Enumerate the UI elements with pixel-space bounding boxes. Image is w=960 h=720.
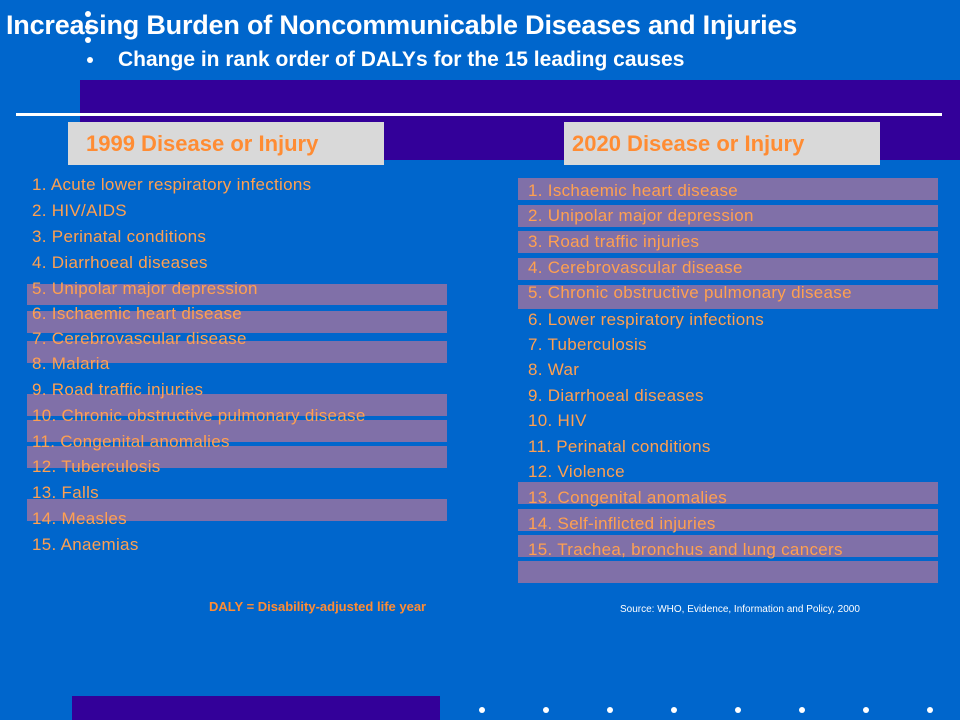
- list-item: 4. Cerebrovascular disease: [528, 258, 743, 277]
- decor-dot: [735, 707, 741, 713]
- source-note: Source: WHO, Evidence, Information and Policy, 2000: [620, 604, 860, 615]
- decor-dot: [799, 707, 805, 713]
- list-item: 1. Ischaemic heart disease: [528, 181, 739, 200]
- bottom-decor-band: [72, 696, 440, 720]
- decor-dot: [927, 707, 933, 713]
- list-item: 11. Perinatal conditions: [528, 437, 711, 456]
- title-divider: [16, 113, 942, 116]
- list-item: 7. Tuberculosis: [528, 335, 647, 354]
- list-item: 1. Acute lower respiratory infections: [32, 175, 312, 194]
- header-2020: 2020 Disease or Injury: [564, 122, 880, 165]
- list-item: 6. Ischaemic heart disease: [32, 304, 243, 323]
- list-item: 3. Perinatal conditions: [32, 227, 207, 246]
- list-item: 7. Cerebrovascular disease: [32, 329, 247, 348]
- slide-subtitle: Change in rank order of DALYs for the 15 leading causes: [118, 48, 685, 71]
- list-item: 12. Tuberculosis: [32, 457, 161, 476]
- list-item: 13. Congenital anomalies: [528, 488, 728, 507]
- list-item: 12. Violence: [528, 462, 625, 481]
- list-item: 9. Diarrhoeal diseases: [528, 386, 704, 405]
- decor-dot: [543, 707, 549, 713]
- list-item: 5. Chronic obstructive pulmonary disease: [528, 283, 852, 302]
- decor-dot: [863, 707, 869, 713]
- list-item: 14. Self-inflicted injuries: [528, 514, 716, 533]
- list-item: 15. Anaemias: [32, 535, 139, 554]
- list-item: 8. Malaria: [32, 354, 110, 373]
- list-item: 2. HIV/AIDS: [32, 201, 127, 220]
- list-item: 8. War: [528, 360, 580, 379]
- decor-dot: [479, 707, 485, 713]
- slide-title: Increasing Burden of Noncommunicable Diseases and Injuries: [6, 10, 798, 40]
- highlight-bar: [518, 561, 938, 583]
- list-item: 15. Trachea, bronchus and lung cancers: [528, 540, 843, 559]
- bullet-icon: [87, 57, 93, 63]
- header-1999: 1999 Disease or Injury: [68, 122, 384, 165]
- list-item: 10. HIV: [528, 411, 587, 430]
- decor-dot: [607, 707, 613, 713]
- list-item: 13. Falls: [32, 483, 99, 502]
- daly-definition: DALY = Disability-adjusted life year: [209, 599, 427, 614]
- list-item: 2. Unipolar major depression: [528, 206, 754, 225]
- list-item: 14. Measles: [32, 509, 127, 528]
- list-item: 5. Unipolar major depression: [32, 279, 258, 298]
- list-item: 9. Road traffic injuries: [32, 380, 204, 399]
- list-item: 6. Lower respiratory infections: [528, 310, 765, 329]
- list-item: 4. Diarrhoeal diseases: [32, 253, 208, 272]
- list-item: 10. Chronic obstructive pulmonary disease: [32, 406, 366, 425]
- decor-dot: [671, 707, 677, 713]
- list-item: 3. Road traffic injuries: [528, 232, 700, 251]
- list-item: 11. Congenital anomalies: [32, 432, 230, 451]
